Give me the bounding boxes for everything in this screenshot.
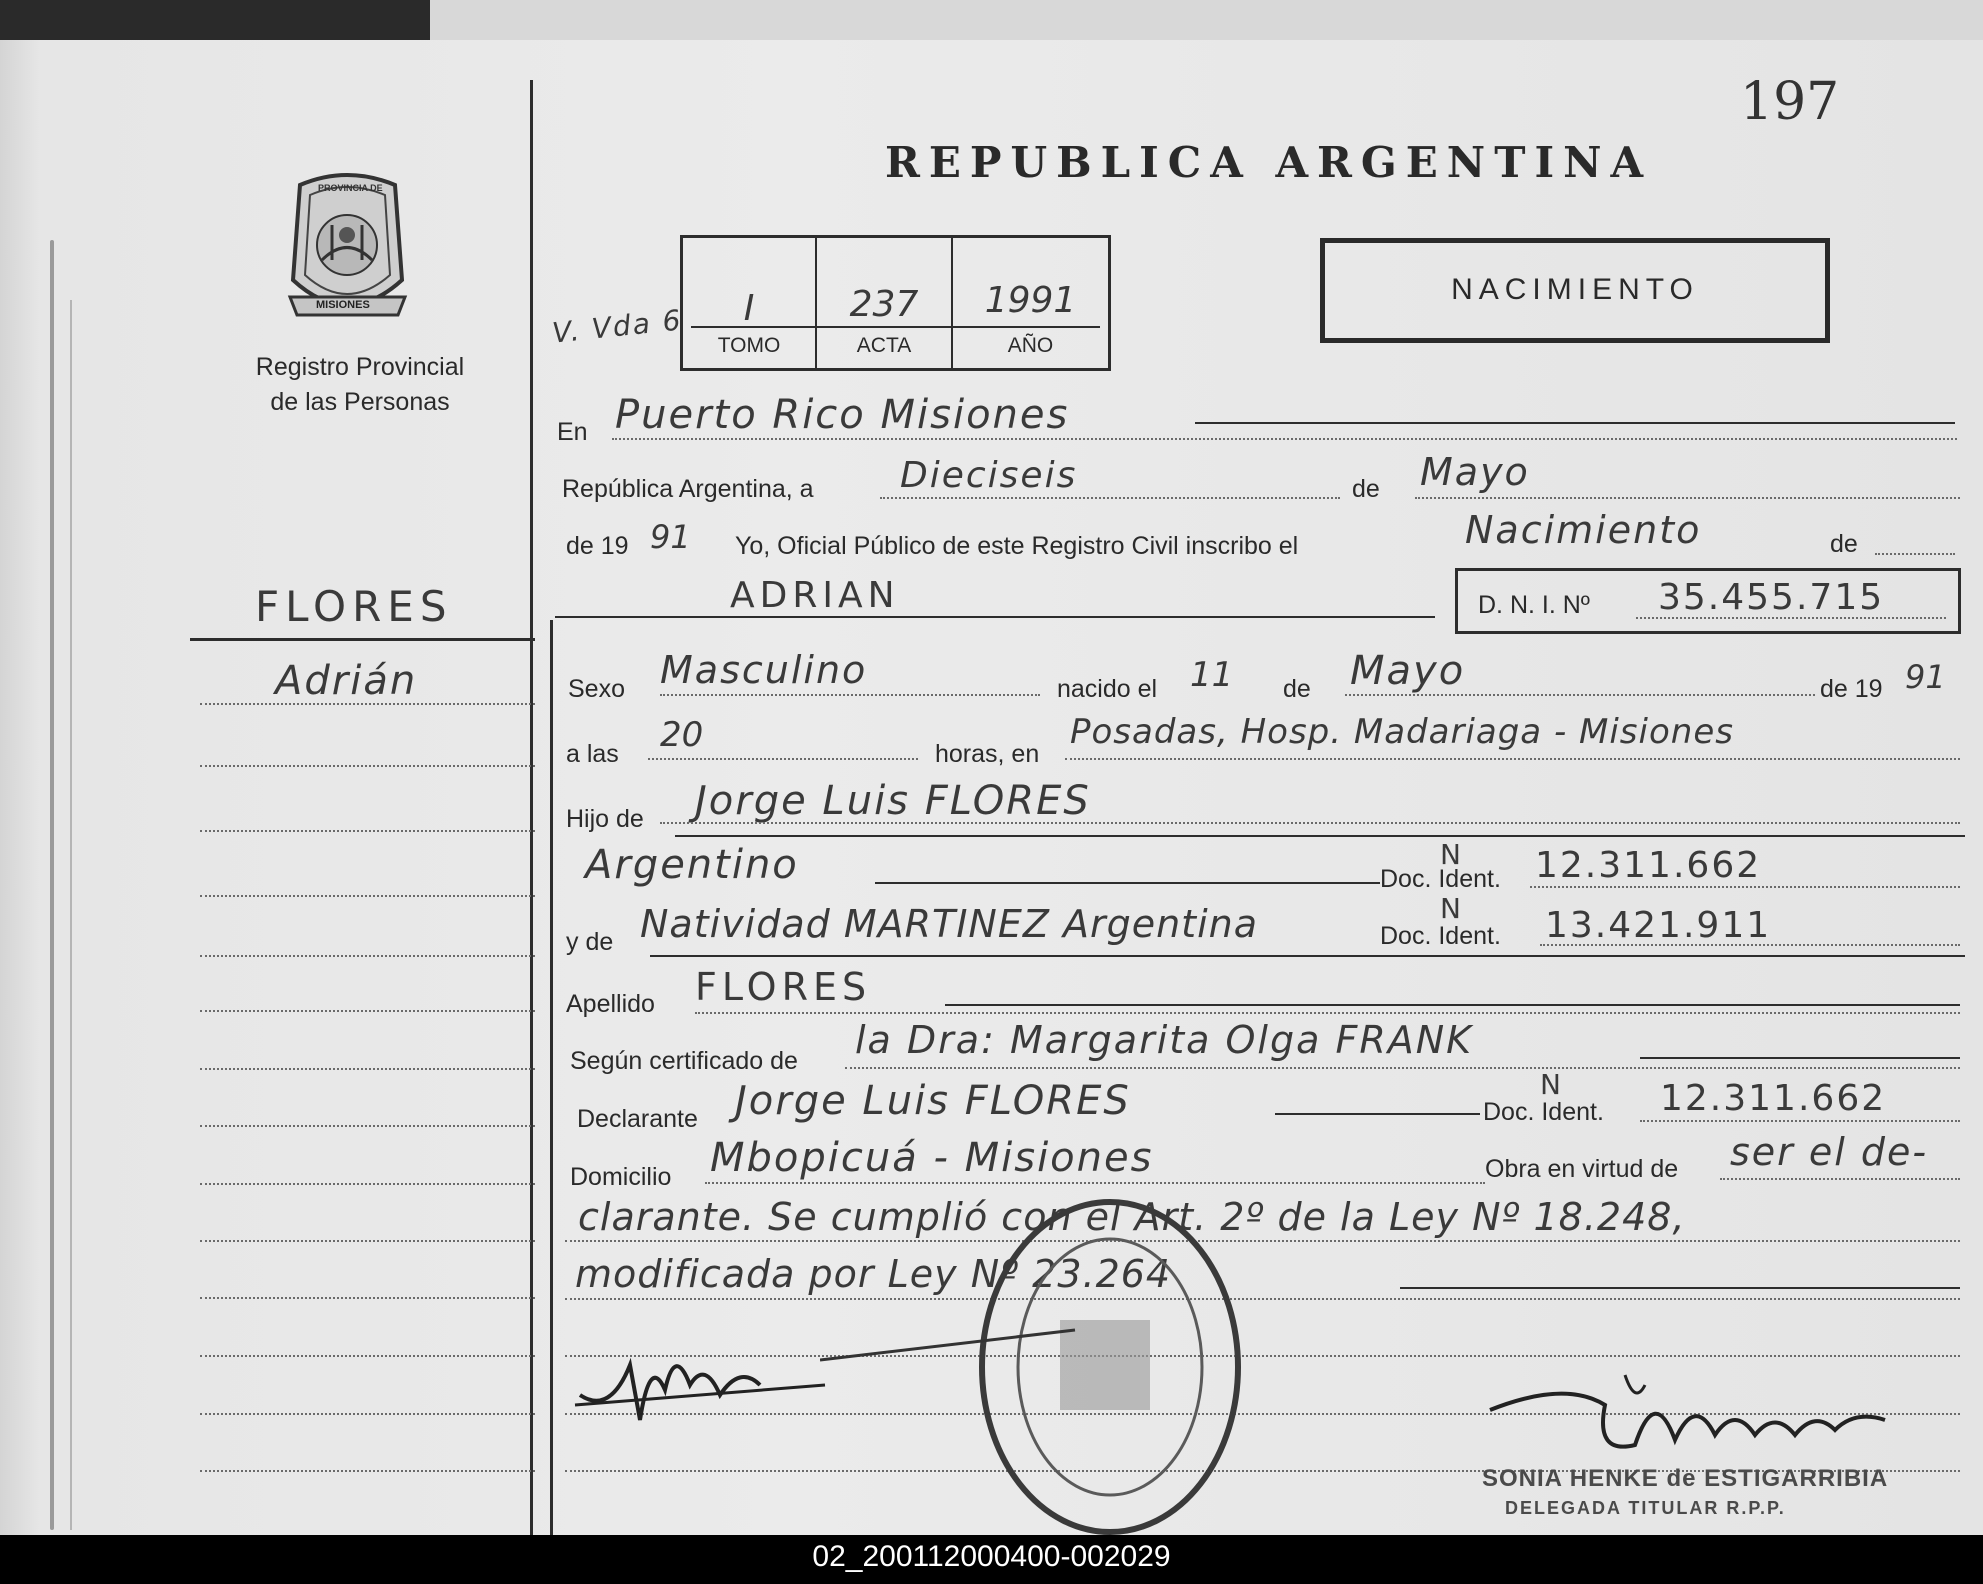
background-edge: [0, 0, 430, 40]
obra-line-3: modificada por Ley Nº 23.264: [575, 1252, 1172, 1296]
page-number: 197: [1740, 72, 1840, 132]
certificate-field: la Dra: Margarita Olga FRANK: [855, 1018, 1474, 1062]
mother-field: Natividad MARTINEZ Argentina: [640, 902, 1259, 946]
apellido-field: FLORES: [695, 965, 872, 1009]
seal-bottom-text: MISIONES: [316, 299, 370, 311]
father-doc-field: 12.311.662: [1535, 845, 1762, 886]
form-left-border: [550, 620, 553, 1535]
father-field: Jorge Luis FLORES: [695, 778, 1091, 824]
margin-note: V. Vda 6: [550, 303, 684, 350]
name-field: ADRIAN: [730, 575, 900, 616]
acta-value: 237: [849, 284, 919, 325]
segun-label: Según certificado de: [570, 1047, 798, 1075]
document-id: 02_200112000400-002029: [812, 1540, 1171, 1573]
registry-line-1: Registro Provincial: [255, 353, 465, 381]
registry-line-2: de las Personas: [270, 388, 450, 416]
day-words-field: Dieciseis: [900, 455, 1078, 496]
en-label: En: [557, 418, 588, 446]
dni-field: 35.455.715: [1658, 577, 1885, 618]
father-nationality-field: Argentino: [585, 842, 799, 888]
apellido-label: Apellido: [566, 990, 655, 1018]
month-field: Mayo: [1420, 450, 1530, 494]
birth-year-field: 91: [1905, 658, 1946, 696]
sexo-field: Masculino: [660, 648, 868, 692]
place-field: Puerto Rico Misiones: [615, 392, 1070, 438]
de-label-3: de: [1283, 675, 1311, 703]
year-suffix-field: 91: [650, 518, 691, 556]
dni-label: D. N. I. Nº: [1478, 591, 1590, 619]
stub-surname: FLORES: [255, 582, 453, 631]
act-type-field: Nacimiento: [1465, 508, 1702, 552]
ano-value: 1991: [984, 280, 1077, 321]
signature-stroke: [820, 1325, 1080, 1365]
declarante-doc-field: 12.311.662: [1660, 1078, 1887, 1119]
father-doc-label: Doc. Ident.: [1380, 865, 1501, 893]
mother-doc-label: Doc. Ident.: [1380, 922, 1501, 950]
stub-given-name: Adrián: [275, 658, 418, 704]
obra-line-2: clarante. Se cumplió con el Art. 2º de la Ley Nº 18.248,: [578, 1195, 1686, 1239]
seal-top-text: PROVINCIA DE: [318, 183, 383, 193]
book-spine: [50, 240, 54, 1530]
horas-label: horas, en: [935, 740, 1040, 768]
ano-label: AÑO: [1007, 334, 1054, 357]
declarante-field: Jorge Luis FLORES: [735, 1078, 1131, 1124]
de-label-1: de: [1352, 475, 1380, 503]
declarante-doc-n-mark: N: [1540, 1068, 1561, 1101]
oficial-text: Yo, Oficial Público de este Registro Civil inscribo el: [735, 532, 1299, 560]
domicilio-label: Domicilio: [570, 1163, 672, 1191]
de-label-2: de: [1830, 530, 1858, 558]
republica-label: República Argentina, a: [562, 475, 814, 503]
birth-place-field: Posadas, Hosp. Madariaga - Misiones: [1070, 712, 1734, 752]
stub-surname-line: [190, 638, 535, 641]
record-number-box: [680, 235, 1111, 371]
alas-label: a las: [566, 740, 619, 768]
dni-box: [1455, 568, 1961, 634]
official-signature-icon: [1485, 1365, 1905, 1475]
official-name: SONIA HENKE de ESTIGARRIBIA: [1482, 1465, 1889, 1492]
mother-doc-field: 13.421.911: [1545, 905, 1772, 946]
birth-day-field: 11: [1190, 655, 1234, 695]
acta-label: ACTA: [856, 334, 912, 357]
obra-field: ser el de-: [1730, 1130, 1929, 1174]
page-title: REPUBLICA ARGENTINA: [885, 138, 1653, 187]
tomo-label: TOMO: [717, 334, 781, 357]
nacido-label: nacido el: [1057, 675, 1158, 703]
hijo-label: Hijo de: [566, 805, 644, 833]
domicilio-field: Mbopicuá - Misiones: [710, 1135, 1154, 1181]
official-title: DELEGADA TITULAR R.P.P.: [1505, 1498, 1786, 1518]
provincial-seal-icon: [280, 165, 415, 325]
declarant-signature-icon: [570, 1325, 830, 1435]
hour-field: 20: [660, 715, 704, 755]
tomo-value: I: [743, 288, 755, 329]
record-type-box: [1320, 238, 1830, 343]
record-type-label: NACIMIENTO: [1451, 273, 1699, 306]
mother-doc-n-mark: N: [1440, 892, 1461, 925]
stub-divider: [530, 80, 533, 1535]
declarante-label: Declarante: [577, 1105, 698, 1133]
father-doc-n-mark: N: [1440, 838, 1461, 871]
registry-name: [180, 350, 540, 420]
previous-page-edge: [430, 0, 1983, 40]
de19-label: de 19: [566, 532, 629, 560]
yde-label: y de: [566, 928, 614, 956]
sexo-label: Sexo: [568, 675, 625, 703]
book-spine-shadow: [70, 300, 72, 1530]
birth-month-field: Mayo: [1350, 648, 1466, 694]
official-stamp-icon: [975, 1195, 1245, 1540]
declarante-doc-label: Doc. Ident.: [1483, 1098, 1604, 1126]
obra-label: Obra en virtud de: [1485, 1155, 1679, 1183]
birth-year-label: de 19: [1820, 675, 1883, 703]
